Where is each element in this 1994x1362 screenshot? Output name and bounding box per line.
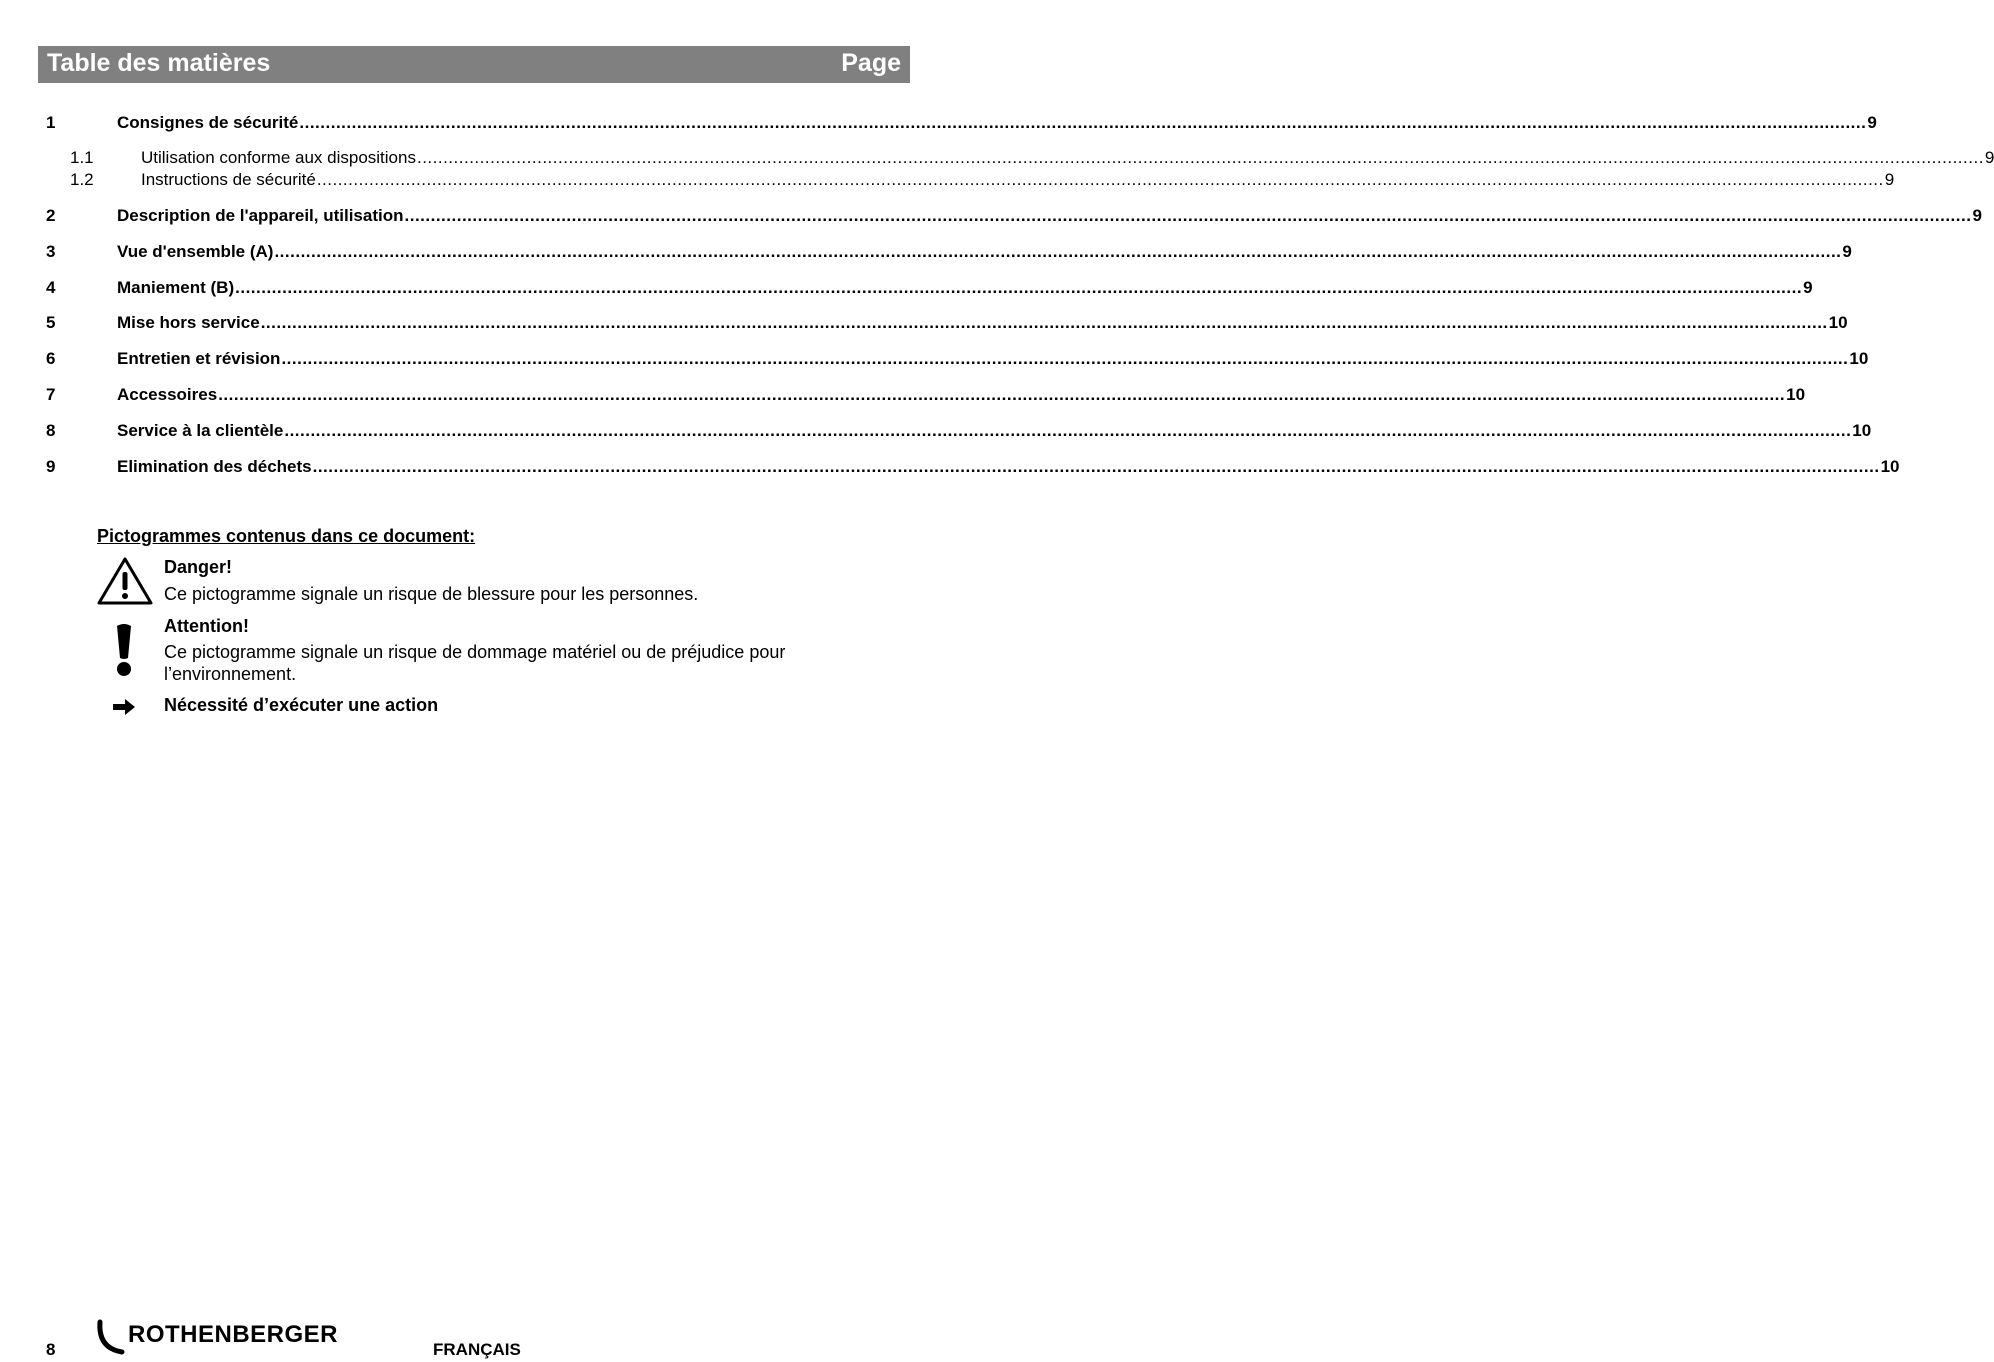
toc-entry[interactable] bbox=[46, 347, 1869, 371]
toc-entry-title: Mise hors service bbox=[117, 313, 260, 332]
toc-subentry-title: Instructions de sécurité bbox=[141, 170, 316, 189]
toc-entry-number: 5 bbox=[46, 313, 56, 332]
toc-entry-title: Vue d'ensemble (A) bbox=[117, 242, 274, 261]
arrow-right-icon bbox=[112, 697, 136, 717]
toc-subentry-title: Utilisation conforme aux dispositions bbox=[141, 148, 416, 167]
toc-entry[interactable] bbox=[46, 419, 1872, 443]
page-number: 8 bbox=[46, 1340, 56, 1359]
toc-entry-number: 8 bbox=[46, 421, 56, 440]
toc-entry-title: Entretien et révision bbox=[117, 349, 281, 368]
toc-header-bar bbox=[38, 46, 910, 83]
language-label: FRANÇAIS bbox=[433, 1340, 521, 1359]
toc-entry[interactable] bbox=[46, 311, 1848, 335]
toc-subentry-page: 9 bbox=[1884, 170, 1895, 189]
toc-entry-title: Service à la clientèle bbox=[117, 421, 284, 440]
dot-leader: ............................................................................................................................................................................................................................................................................................................ bbox=[274, 242, 1842, 261]
warning-triangle-icon bbox=[96, 556, 154, 606]
toc-entry[interactable] bbox=[46, 111, 1877, 135]
toc-entry-number: 4 bbox=[46, 278, 56, 297]
toc-entry-page: 10 bbox=[1852, 421, 1872, 440]
toc-entry-page: 9 bbox=[1803, 278, 1813, 297]
dot-leader: ............................................................................................................................................................................................................................................................................................................ bbox=[235, 278, 1803, 297]
toc-entry-title: Maniement (B) bbox=[117, 278, 235, 297]
toc-entry[interactable] bbox=[46, 240, 1852, 264]
toc-entry[interactable] bbox=[46, 383, 1806, 407]
dot-leader: ............................................................................................................................................................................................................................................................................................................ bbox=[260, 313, 1828, 332]
dot-leader: ............................................................................................................................................................................................................................................................................................................ bbox=[416, 148, 1984, 167]
toc-subentry[interactable] bbox=[70, 168, 1895, 192]
toc-subentry-page: 9 bbox=[1984, 148, 1994, 167]
rothenberger-logo-mark bbox=[96, 1318, 132, 1356]
toc-entry-number: 9 bbox=[46, 457, 56, 476]
brand-logo-text: ROTHENBERGER bbox=[128, 1321, 339, 1348]
toc-subentry-number: 1.1 bbox=[70, 148, 94, 167]
attention-title: Attention! bbox=[164, 616, 249, 636]
action-required-title: Nécessité d’exécuter une action bbox=[164, 695, 439, 715]
dot-leader: ............................................................................................................................................................................................................................................................................................................ bbox=[404, 206, 1972, 225]
toc-entry-page: 9 bbox=[1972, 206, 1982, 225]
page-column-label: Page bbox=[841, 49, 901, 77]
danger-title: Danger! bbox=[164, 557, 233, 577]
dot-leader: ............................................................................................................................................................................................................................................................................................................ bbox=[281, 349, 1849, 368]
exclamation-icon bbox=[112, 622, 136, 678]
toc-entry[interactable] bbox=[46, 276, 1813, 300]
toc-heading: Table des matières bbox=[47, 49, 271, 77]
toc-entry-title: Accessoires bbox=[117, 385, 218, 404]
dot-leader: ............................................................................................................................................................................................................................................................................................................ bbox=[218, 385, 1786, 404]
toc-subentry[interactable] bbox=[70, 146, 1994, 170]
toc-entry-title: Consignes de sécurité bbox=[117, 113, 299, 132]
toc-entry-number: 7 bbox=[46, 385, 56, 404]
toc-entry-page: 9 bbox=[1842, 242, 1852, 261]
attention-description: Ce pictogramme signale un risque de dommage matériel ou de préjudice pour l’environnement. bbox=[164, 642, 786, 684]
dot-leader: ............................................................................................................................................................................................................................................................................................................ bbox=[316, 170, 1884, 189]
toc-entry-page: 10 bbox=[1828, 313, 1848, 332]
dot-leader: ............................................................................................................................................................................................................................................................................................................ bbox=[312, 457, 1880, 476]
dot-leader: ............................................................................................................................................................................................................................................................................................................ bbox=[299, 113, 1867, 132]
toc-entry-page: 9 bbox=[1867, 113, 1877, 132]
toc-entry[interactable] bbox=[46, 455, 1900, 479]
toc-entry-title: Description de l'appareil, utilisation bbox=[117, 206, 404, 225]
toc-entry-number: 2 bbox=[46, 206, 56, 225]
toc-subentry-number: 1.2 bbox=[70, 170, 94, 189]
toc-entry[interactable] bbox=[46, 204, 1982, 228]
toc-entry-number: 6 bbox=[46, 349, 56, 368]
toc-entry-page: 10 bbox=[1849, 349, 1869, 368]
pictograms-heading: Pictogrammes contenus dans ce document: bbox=[97, 526, 476, 546]
toc-entry-number: 1 bbox=[46, 113, 56, 132]
danger-description: Ce pictogramme signale un risque de blessure pour les personnes. bbox=[164, 584, 699, 604]
toc-entry-page: 10 bbox=[1786, 385, 1806, 404]
dot-leader: ............................................................................................................................................................................................................................................................................................................ bbox=[284, 421, 1852, 440]
toc-entry-title: Elimination des déchets bbox=[117, 457, 312, 476]
toc-entry-page: 10 bbox=[1880, 457, 1900, 476]
toc-entry-number: 3 bbox=[46, 242, 56, 261]
